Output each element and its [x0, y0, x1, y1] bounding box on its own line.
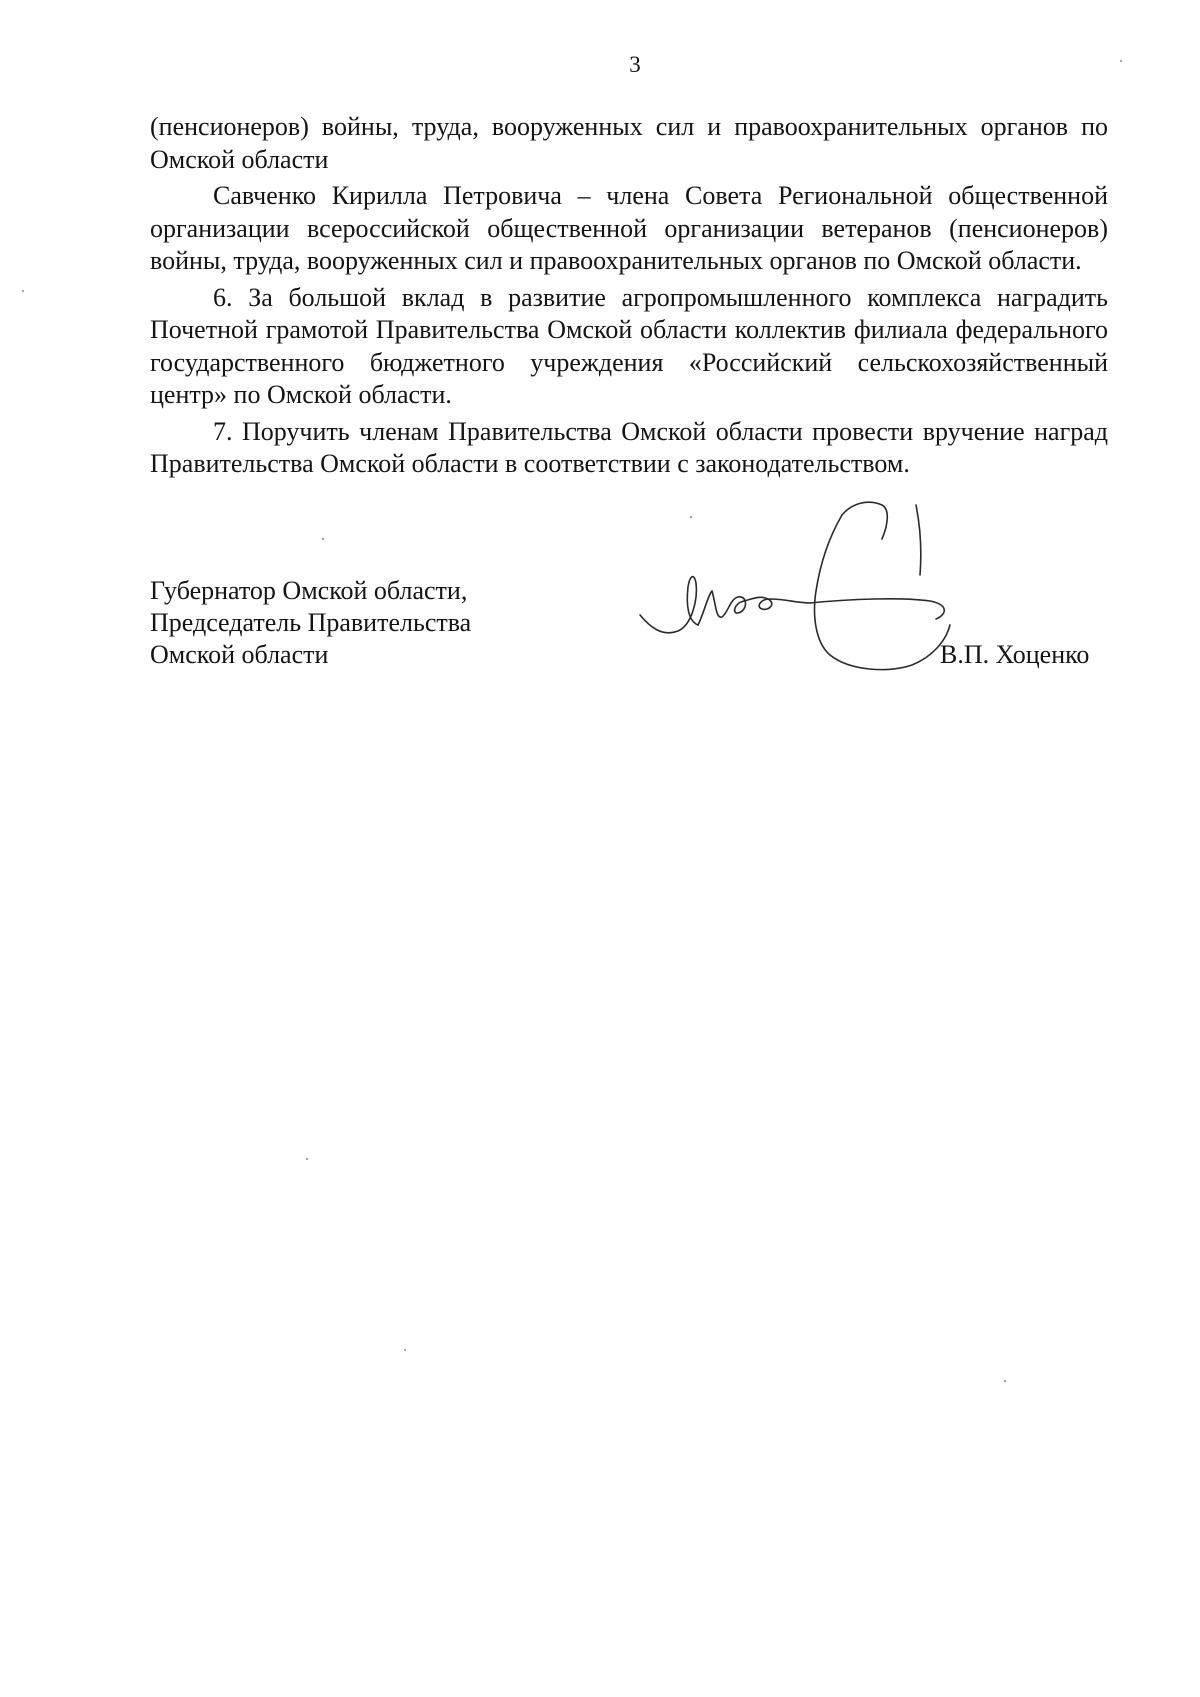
handwritten-signature — [620, 495, 1040, 695]
signatory-title-line: Председатель Правительства — [150, 608, 472, 637]
signatory-title-line: Губернатор Омской области, — [150, 576, 468, 605]
scan-speck — [1120, 60, 1122, 62]
signatory-title — [150, 575, 471, 671]
scan-speck — [690, 516, 692, 518]
scan-speck — [22, 290, 24, 292]
scan-speck — [322, 538, 324, 540]
paragraph-item-7: 7. Поручить членам Правительства Омской области провести вручение наград Правительства Омской области в соответствии с законодательством. — [150, 416, 1108, 478]
page-number: 3 — [629, 52, 641, 77]
scan-speck — [404, 1349, 406, 1351]
signatory-title-line: Омской области — [150, 640, 329, 669]
paragraph-item-6: 6. За большой вклад в развитие агропромышленного комплекса наградить Почетной грамотой Правительства Омской области коллектив филиала федерального государственного бюджетного учреждения «Российский сельскохозяйственный центр» по Омской области. — [150, 282, 1108, 409]
paragraph-continuation: (пенсионеров) войны, труда, вооруженных сил и правоохранительных органов по Омской области — [150, 112, 1108, 174]
scan-speck — [1004, 1380, 1006, 1382]
document-body — [150, 111, 1108, 481]
signatory-name: В.П. Хоценко — [940, 640, 1090, 669]
scan-speck — [306, 1158, 308, 1160]
paragraph-savchenko: Савченко Кирилла Петровича – члена Совета Региональной общественной организации всероссийской общественной организации ветеранов (пенсионеров) войны, труда, вооруженных сил и правоохранительных органов по Омской области. — [150, 181, 1108, 275]
